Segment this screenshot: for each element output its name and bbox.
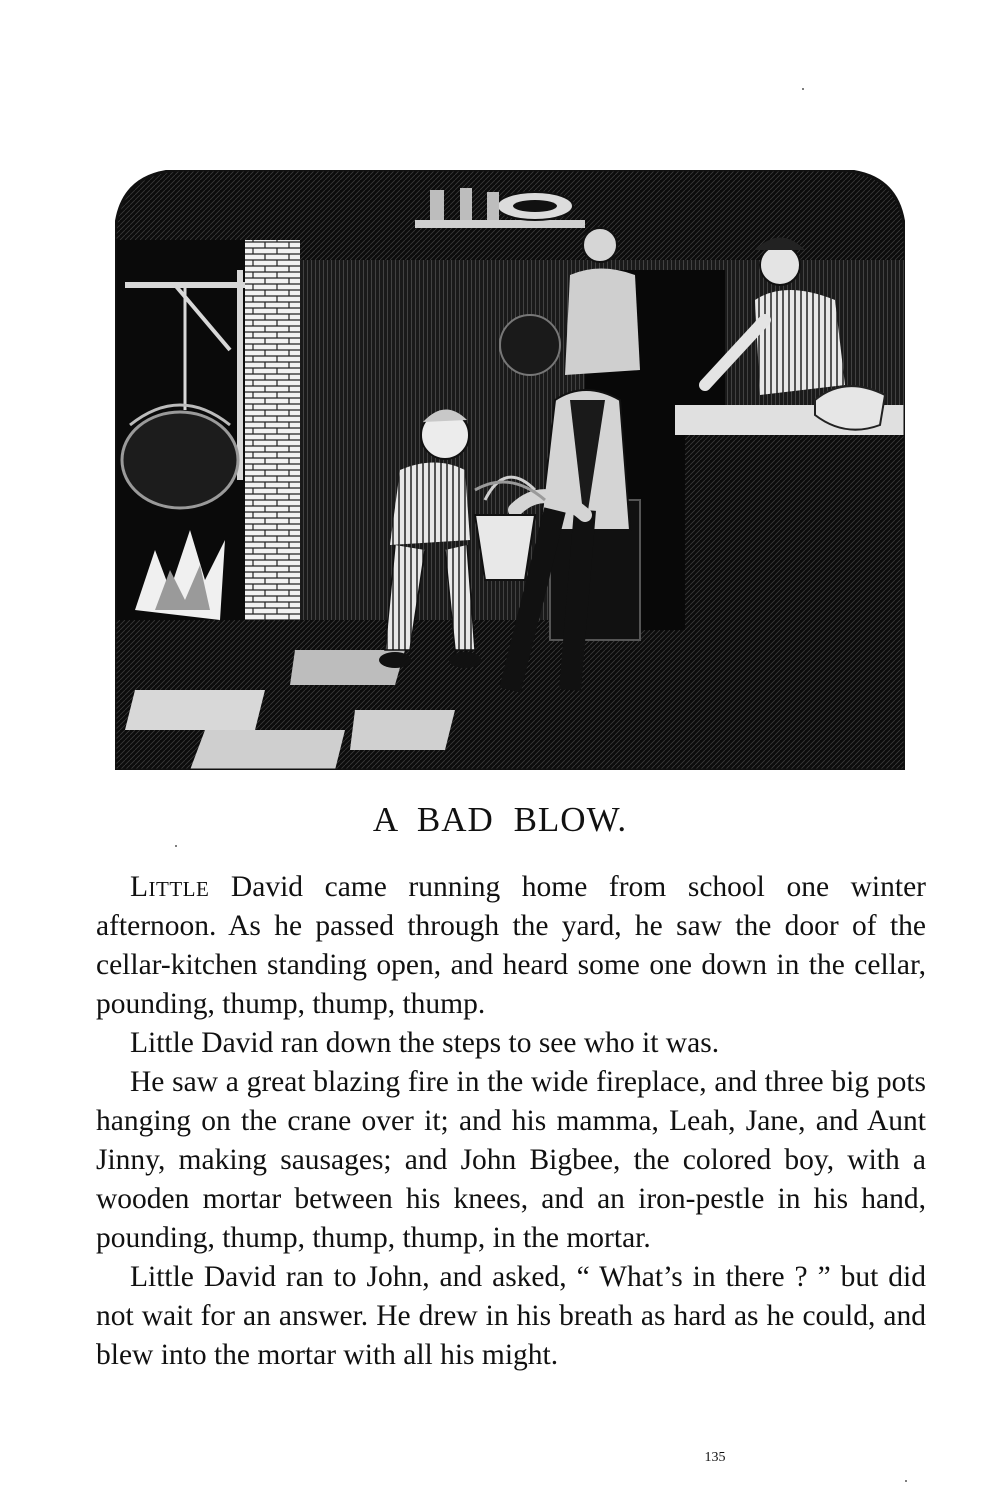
page-number: 135 (704, 1450, 726, 1465)
paragraph-2: Little David ran down the steps to see who it was. (130, 1027, 720, 1059)
paper-speck (175, 845, 177, 847)
paper-speck (905, 1480, 907, 1482)
paragraph-1 (96, 868, 926, 1024)
body-text (96, 868, 926, 1375)
paragraph-1-text: David came running home from school one winter afternoon. As he passed through the yard, he saw the door of the cellar-kitchen standing open, and heard some one down in the cellar, pounding, thump, thump, thump. (96, 871, 926, 1020)
small-caps-lead: Little (130, 871, 210, 903)
paper-speck (802, 88, 804, 90)
chapter-title: A BAD BLOW. (372, 800, 628, 839)
paragraph-3: He saw a great blazing fire in the wide fireplace, and three big pots hanging on the crane over it; and his mamma, Leah, Jane, and Aunt Jinny, making sausages; and John Bigbee, the colored boy, with a wooden mortar between his knees, and an iron-pestle in his hand, pounding, thump, thump, thump, in the mortar. (96, 1066, 926, 1254)
kitchen-engraving-illustration (115, 170, 905, 770)
paragraph-4: Little David ran to John, and asked, “ What’s in there ? ” but did not wait for an answer. He drew in his breath as hard as he could, and blew into the mortar with all his might. (96, 1261, 926, 1371)
